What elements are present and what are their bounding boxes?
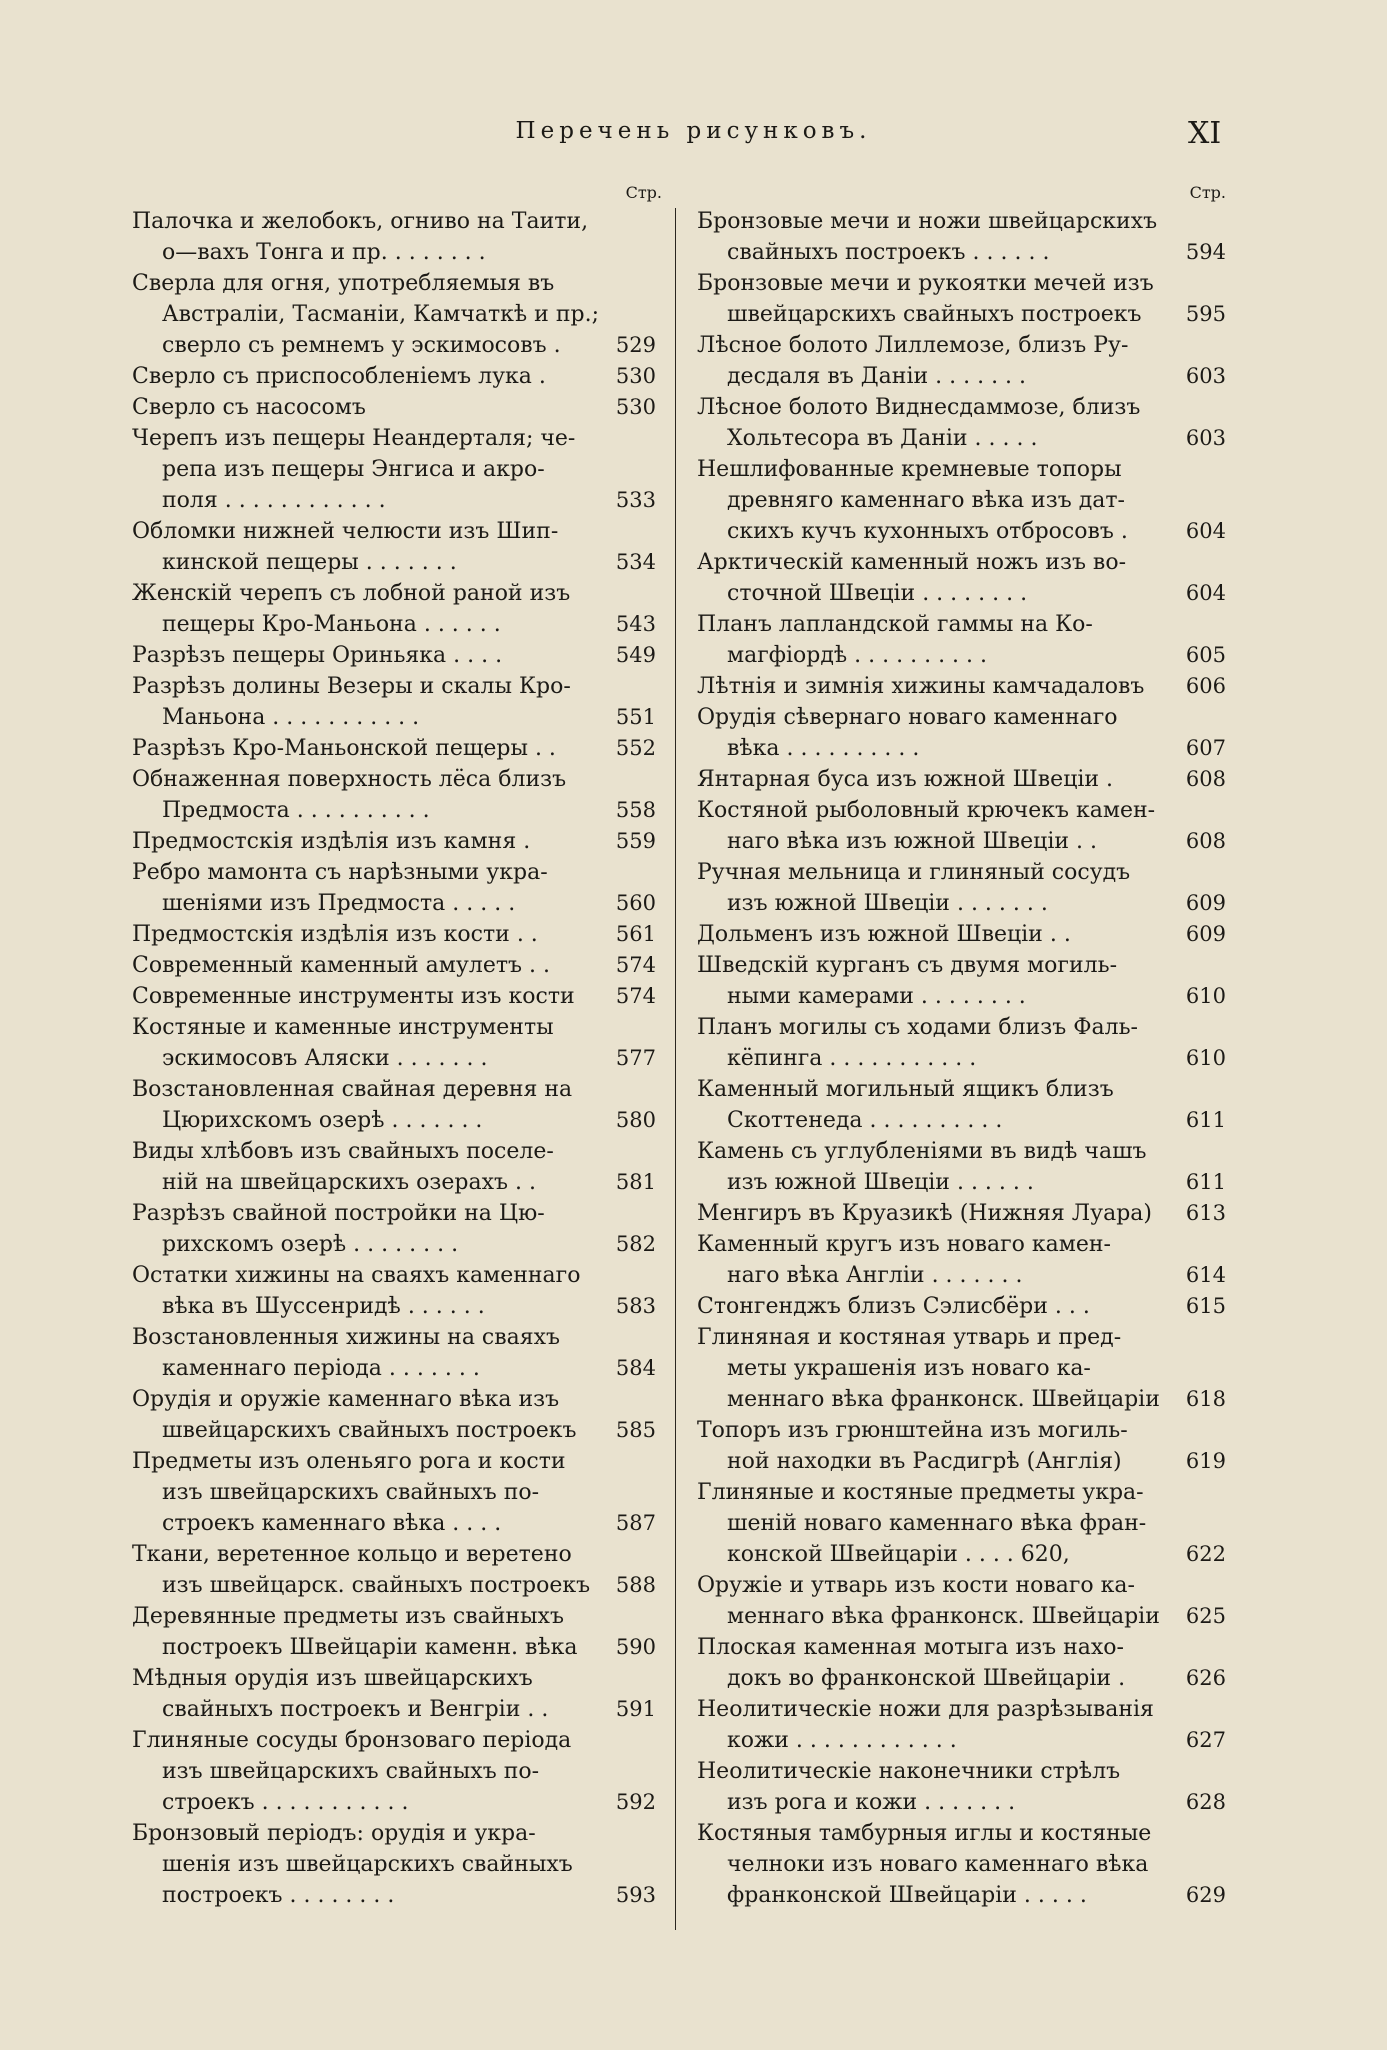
entry-title-line: Современные инструменты изъ кости	[132, 984, 575, 1009]
entry-page-number: 588	[615, 1573, 656, 1597]
entry-page-number: 574	[615, 953, 656, 977]
entry-page-number: 608	[1185, 767, 1226, 791]
entry-page-number: 580	[615, 1108, 656, 1132]
entry-title-line: Сверло съ приспособленіемъ лука .	[132, 364, 546, 389]
entry-page-number: 611	[1185, 1170, 1226, 1194]
entry-title-line: магфіордѣ . . . . . . . . . .	[727, 643, 988, 668]
entry-title-line: репа изъ пещеры Энгиса и акро-	[162, 457, 545, 482]
figure-list-entry	[132, 1136, 662, 1198]
entry-title-line: Сверла для огня, употребляемыя въ	[132, 271, 555, 296]
entry-title-line: шеній новаго каменнаго вѣка фран-	[727, 1511, 1147, 1536]
entry-title-line: докъ во франконской Швейцаріи .	[727, 1666, 1126, 1691]
entry-title-line: швейцарскихъ свайныхъ построекъ	[162, 1418, 577, 1443]
figure-list-entry	[697, 1229, 1226, 1291]
left-entry-list	[132, 206, 662, 1911]
entry-title-line: наго вѣка Англіи . . . . . . .	[727, 1263, 1023, 1288]
entry-page-number: 558	[615, 798, 656, 822]
entry-title-line: Каменный кругъ изъ новаго камен-	[697, 1232, 1111, 1257]
entry-page-number: 618	[1185, 1387, 1226, 1411]
entry-page-number: 606	[1185, 674, 1226, 698]
entry-page-number: 591	[615, 1697, 656, 1721]
entry-title-line: ной находки въ Расдигрѣ (Англія)	[727, 1449, 1122, 1474]
right-column	[697, 180, 1226, 1911]
entry-title-line: Предмостскія издѣлія изъ камня .	[132, 829, 531, 854]
entry-page-number: 577	[615, 1046, 656, 1070]
entry-page-number: 534	[615, 550, 656, 574]
entry-page-number: 590	[615, 1635, 656, 1659]
figure-list-entry	[132, 826, 662, 857]
figure-list-entry	[132, 1012, 662, 1074]
entry-page-number: 605	[1185, 643, 1226, 667]
figure-list-entry	[697, 330, 1226, 392]
entry-title-line: Предметы изъ оленьяго рога и кости	[132, 1449, 566, 1474]
figure-list-entry	[132, 671, 662, 733]
figure-list-entry	[697, 1756, 1226, 1818]
entry-title-line: Разрѣзъ свайной постройки на Цю-	[132, 1201, 545, 1226]
entry-page-number: 615	[1185, 1294, 1226, 1318]
entry-page-number: 619	[1185, 1449, 1226, 1473]
entry-title-line: Разрѣзъ Кро-Маньонской пещеры . .	[132, 736, 556, 761]
figure-list-entry	[132, 1663, 662, 1725]
entry-title-line: изъ швейцарскихъ свайныхъ по-	[162, 1759, 540, 1784]
figure-list-entry	[132, 1198, 662, 1260]
figure-list-entry	[697, 1818, 1226, 1911]
entry-title-line: Неолитическіе наконечники стрѣлъ	[697, 1759, 1121, 1784]
entry-page-number: 551	[615, 705, 656, 729]
entry-page-number: 604	[1185, 519, 1226, 543]
entry-page-number: 611	[1185, 1108, 1226, 1132]
entry-page-number: 593	[615, 1883, 656, 1907]
entry-page-number: 628	[1185, 1790, 1226, 1814]
entry-title-line: Арктическій каменный ножъ изъ во-	[697, 550, 1126, 575]
entry-title-line: Лѣсное болото Лиллемозе, близъ Ру-	[697, 333, 1129, 358]
entry-title-line: построекъ Швейцаріи каменн. вѣка	[162, 1635, 578, 1660]
figure-list-entry	[697, 1198, 1226, 1229]
entry-title-line: Разрѣзъ долины Везеры и скалы Кро-	[132, 674, 571, 699]
entry-title-line: Обнаженная поверхность лёса близъ	[132, 767, 567, 792]
entry-title-line: Планъ могилы съ ходами близъ Фаль-	[697, 1015, 1138, 1040]
entry-title-line: конской Швейцаріи . . . . 620,	[727, 1542, 1070, 1567]
figure-list-entry	[697, 671, 1226, 702]
entry-page-number: 626	[1185, 1666, 1226, 1690]
entry-title-line: Топоръ изъ грюнштейна изъ могиль-	[697, 1418, 1128, 1443]
entry-title-line: челноки изъ новаго каменнаго вѣка	[727, 1852, 1149, 1877]
entry-page-number: 604	[1185, 581, 1226, 605]
entry-title-line: Ручная мельница и глиняный сосудъ	[697, 860, 1131, 885]
page-number: XI	[1188, 116, 1222, 151]
running-head: Перечень рисунковъ.	[515, 118, 872, 144]
entry-page-number: 608	[1185, 829, 1226, 853]
entry-title-line: шеніями изъ Предмоста . . . . .	[162, 891, 516, 916]
entry-title-line: меннаго вѣка франконск. Швейцаріи	[727, 1604, 1160, 1629]
entry-title-line: Маньона . . . . . . . . . . .	[162, 705, 420, 730]
entry-title-line: пещеры Кро-Маньона . . . . . .	[162, 612, 501, 637]
figure-list-entry	[697, 702, 1226, 764]
entry-title-line: построекъ . . . . . . . .	[162, 1883, 395, 1908]
entry-title-line: изъ швейцарск. свайныхъ построекъ	[162, 1573, 591, 1598]
entry-title-line: Предмоста . . . . . . . . . .	[162, 798, 430, 823]
figure-list-entry	[132, 206, 662, 268]
page-column-header: Стр.	[1189, 183, 1226, 202]
entry-title-line: Стонгенджъ близъ Сэлисбёри . . .	[697, 1294, 1090, 1319]
entry-title-line: Оружіе и утварь изъ кости новаго ка-	[697, 1573, 1135, 1598]
column-divider	[675, 208, 676, 1930]
entry-page-number: 610	[1185, 984, 1226, 1008]
figure-list-entry	[132, 733, 662, 764]
entry-title-line: Глиняные сосуды бронзоваго періода	[132, 1728, 572, 1753]
figure-list-entry	[132, 578, 662, 640]
entry-page-number: 543	[615, 612, 656, 636]
entry-title-line: Лѣтнія и зимнія хижины камчадаловъ	[697, 674, 1145, 699]
entry-page-number: 582	[615, 1232, 656, 1256]
entry-page-number: 552	[615, 736, 656, 760]
figure-list-entry	[697, 1074, 1226, 1136]
entry-title-line: Остатки хижины на сваяхъ каменнаго	[132, 1263, 581, 1288]
entry-title-line: Дольменъ изъ южной Швеціи . .	[697, 922, 1071, 947]
entry-title-line: каменнаго періода . . . . . . .	[162, 1356, 480, 1381]
entry-page-number: 603	[1185, 364, 1226, 388]
entry-page-number: 549	[615, 643, 656, 667]
entry-title-line: о—вахъ Тонга и пр. . . . . . . .	[162, 240, 486, 265]
entry-title-line: кёпинга . . . . . . . . . . .	[727, 1046, 977, 1071]
entry-title-line: Глиняные и костяные предметы укра-	[697, 1480, 1144, 1505]
entry-title-line: изъ южной Швеціи . . . . . . .	[727, 891, 1048, 916]
entry-title-line: Цюрихскомъ озерѣ . . . . . . .	[162, 1108, 483, 1133]
figure-list-entry	[132, 1384, 662, 1446]
figure-list-entry	[132, 1074, 662, 1136]
entry-title-line: Сверло съ насосомъ	[132, 395, 366, 420]
entry-page-number: 574	[615, 984, 656, 1008]
entry-title-line: Нешлифованные кремневые топоры	[697, 457, 1122, 482]
figure-list-entry	[132, 1818, 662, 1911]
figure-list-entry	[132, 950, 662, 981]
entry-title-line: ній на швейцарскихъ озерахъ . .	[162, 1170, 536, 1195]
entry-title-line: поля . . . . . . . . . . . .	[162, 488, 386, 513]
entry-page-number: 609	[1185, 922, 1226, 946]
entry-title-line: вѣка . . . . . . . . . .	[727, 736, 920, 761]
entry-page-number: 610	[1185, 1046, 1226, 1070]
entry-title-line: Бронзовые мечи и рукоятки мечей изъ	[697, 271, 1154, 296]
entry-title-line: Возстановленныя хижины на сваяхъ	[132, 1325, 561, 1350]
entry-title-line: Мѣдныя орудія изъ швейцарскихъ	[132, 1666, 533, 1691]
entry-title-line: свайныхъ построекъ . . . . . .	[727, 240, 1050, 265]
entry-title-line: Орудія и оружіе каменнаго вѣка изъ	[132, 1387, 560, 1412]
entry-title-line: Костяные и каменные инструменты	[132, 1015, 554, 1040]
figure-list-entry	[697, 764, 1226, 795]
entry-title-line: наго вѣка изъ южной Швеціи . .	[727, 829, 1097, 854]
entry-page-number: 585	[615, 1418, 656, 1442]
figure-list-entry	[697, 950, 1226, 1012]
entry-title-line: десдаля въ Даніи . . . . . . .	[727, 364, 1027, 389]
entry-page-number: 561	[615, 922, 656, 946]
entry-title-line: Камень съ углубленіями въ видѣ чашъ	[697, 1139, 1147, 1164]
page-column-header: Стр.	[625, 183, 662, 202]
entry-page-number: 629	[1185, 1883, 1226, 1907]
entry-title-line: Скоттенеда . . . . . . . . . .	[727, 1108, 1003, 1133]
entry-title-line: меты украшенія изъ новаго ка-	[727, 1356, 1091, 1381]
entry-title-line: Современный каменный амулетъ . .	[132, 953, 550, 978]
entry-title-line: кинской пещеры . . . . . . .	[162, 550, 457, 575]
entry-page-number: 613	[1185, 1201, 1226, 1225]
figure-list-entry	[697, 1322, 1226, 1415]
entry-title-line: Бронзовый періодъ: орудія и укра-	[132, 1821, 536, 1846]
figure-list-entry	[132, 268, 662, 361]
figure-list-entry	[697, 392, 1226, 454]
entry-title-line: Менгиръ въ Круазикѣ (Нижняя Луара)	[697, 1201, 1152, 1226]
figure-list-entry	[132, 1539, 662, 1601]
entry-page-number: 607	[1185, 736, 1226, 760]
entry-page-number: 614	[1185, 1263, 1226, 1287]
entry-page-number: 530	[615, 395, 656, 419]
right-entry-list	[697, 206, 1226, 1911]
entry-title-line: Хольтесора въ Даніи . . . . .	[727, 426, 1038, 451]
figure-list-entry	[132, 1725, 662, 1818]
entry-title-line: франконской Швейцаріи . . . . .	[727, 1883, 1087, 1908]
entry-title-line: Черепъ изъ пещеры Неандерталя; че-	[132, 426, 576, 451]
entry-title-line: Бронзовые мечи и ножи швейцарскихъ	[697, 209, 1158, 234]
entry-title-line: Деревянные предметы изъ свайныхъ	[132, 1604, 564, 1629]
entry-title-line: Ткани, веретенное кольцо и веретено	[132, 1542, 572, 1567]
entry-title-line: Плоская каменная мотыга изъ нахо-	[697, 1635, 1124, 1660]
entry-page-number: 530	[615, 364, 656, 388]
figure-list-entry	[132, 392, 662, 423]
figure-list-entry	[132, 1260, 662, 1322]
figure-list-entry	[132, 981, 662, 1012]
entry-title-line: изъ южной Швеціи . . . . . .	[727, 1170, 1034, 1195]
entry-page-number: 559	[615, 829, 656, 853]
figure-list-entry	[697, 857, 1226, 919]
entry-title-line: швейцарскихъ свайныхъ построекъ	[727, 302, 1142, 327]
entry-title-line: изъ швейцарскихъ свайныхъ по-	[162, 1480, 540, 1505]
entry-page-number: 594	[1185, 240, 1226, 264]
entry-title-line: ными камерами . . . . . . . .	[727, 984, 1026, 1009]
figure-list-entry	[697, 795, 1226, 857]
figure-list-entry	[697, 268, 1226, 330]
figure-list-entry	[697, 1012, 1226, 1074]
figure-list-entry	[697, 1415, 1226, 1477]
entry-title-line: Костяныя тамбурныя иглы и костяные	[697, 1821, 1152, 1846]
entry-title-line: Предмостскія издѣлія изъ кости . .	[132, 922, 538, 947]
entry-title-line: Возстановленная свайная деревня на	[132, 1077, 573, 1102]
figure-list-entry	[697, 1570, 1226, 1632]
entry-title-line: Планъ лапландской гаммы на Ко-	[697, 612, 1093, 637]
figure-list-entry	[132, 516, 662, 578]
entry-page-number: 625	[1185, 1604, 1226, 1628]
figure-list-entry	[697, 1136, 1226, 1198]
entry-title-line: Ребро мамонта съ нарѣзными укра-	[132, 860, 548, 885]
entry-title-line: рихскомъ озерѣ . . . . . . . .	[162, 1232, 459, 1257]
entry-title-line: Виды хлѣбовъ изъ свайныхъ поселе-	[132, 1139, 554, 1164]
entry-title-line: эскимосовъ Аляски . . . . . . .	[162, 1046, 488, 1071]
entry-title-line: свайныхъ построекъ и Венгріи . .	[162, 1697, 549, 1722]
figure-list-entry	[697, 206, 1226, 268]
entry-page-number: 533	[615, 488, 656, 512]
figure-list-entry	[697, 1632, 1226, 1694]
entry-title-line: кожи . . . . . . . . . . . .	[727, 1728, 957, 1753]
entry-title-line: Орудія сѣвернаго новаго каменнаго	[697, 705, 1118, 730]
figure-list-entry	[132, 1446, 662, 1539]
figure-list-entry	[132, 361, 662, 392]
entry-title-line: шенія изъ швейцарскихъ свайныхъ	[162, 1852, 573, 1877]
entry-title-line: Австраліи, Тасманіи, Камчаткѣ и пр.;	[162, 302, 599, 327]
figure-list-entry	[697, 609, 1226, 671]
entry-title-line: Лѣсное болото Виднесдаммозе, близъ	[697, 395, 1141, 420]
entry-page-number: 560	[615, 891, 656, 915]
figure-list-entry	[132, 1601, 662, 1663]
figure-list-entry	[132, 857, 662, 919]
entry-title-line: скихъ кучъ кухонныхъ отбросовъ .	[727, 519, 1128, 544]
entry-page-number: 622	[1185, 1542, 1226, 1566]
entry-page-number: 584	[615, 1356, 656, 1380]
entry-title-line: Женскій черепъ съ лобной раной изъ	[132, 581, 571, 606]
figure-list-entry	[697, 1291, 1226, 1322]
entry-title-line: Глиняная и костяная утварь и пред-	[697, 1325, 1122, 1350]
figure-list-entry	[132, 764, 662, 826]
figure-list-entry	[697, 1694, 1226, 1756]
entry-page-number: 627	[1185, 1728, 1226, 1752]
entry-title-line: Каменный могильный ящикъ близъ	[697, 1077, 1114, 1102]
entry-page-number: 603	[1185, 426, 1226, 450]
entry-title-line: строекъ . . . . . . . . . . .	[162, 1790, 409, 1815]
entry-page-number: 583	[615, 1294, 656, 1318]
entry-title-line: Янтарная буса изъ южной Швеціи .	[697, 767, 1114, 792]
entry-title-line: изъ рога и кожи . . . . . . .	[727, 1790, 1016, 1815]
entry-page-number: 595	[1185, 302, 1226, 326]
figure-list-entry	[132, 423, 662, 516]
figure-list-entry	[697, 919, 1226, 950]
figure-list-entry	[132, 640, 662, 671]
entry-title-line: сверло съ ремнемъ у эскимосовъ .	[162, 333, 561, 358]
entry-page-number: 581	[615, 1170, 656, 1194]
entry-title-line: Обломки нижней челюсти изъ Шип-	[132, 519, 559, 544]
entry-title-line: Палочка и желобокъ, огниво на Таити,	[132, 209, 589, 234]
figure-list-entry	[697, 454, 1226, 547]
entry-title-line: Разрѣзъ пещеры Ориньяка . . . .	[132, 643, 503, 668]
entry-page-number: 592	[615, 1790, 656, 1814]
entry-title-line: древняго каменнаго вѣка изъ дат-	[727, 488, 1125, 513]
figure-list-entry	[132, 919, 662, 950]
figure-list-entry	[697, 1477, 1226, 1570]
entry-page-number: 529	[615, 333, 656, 357]
entry-title-line: вѣка въ Шуссенридѣ . . . . . .	[162, 1294, 485, 1319]
figure-list-entry	[132, 1322, 662, 1384]
figure-list-entry	[697, 547, 1226, 609]
entry-title-line: меннаго вѣка франконск. Швейцаріи	[727, 1387, 1160, 1412]
entry-title-line: Костяной рыболовный крючекъ камен-	[697, 798, 1156, 823]
entry-title-line: сточной Швеціи . . . . . . . .	[727, 581, 1028, 606]
entry-title-line: строекъ каменнаго вѣка . . . .	[162, 1511, 502, 1536]
entry-title-line: Неолитическіе ножи для разрѣзыванія	[697, 1697, 1154, 1722]
entry-title-line: Шведскій курганъ съ двумя могиль-	[697, 953, 1117, 978]
entry-page-number: 609	[1185, 891, 1226, 915]
entry-page-number: 587	[615, 1511, 656, 1535]
left-column	[132, 180, 662, 1911]
